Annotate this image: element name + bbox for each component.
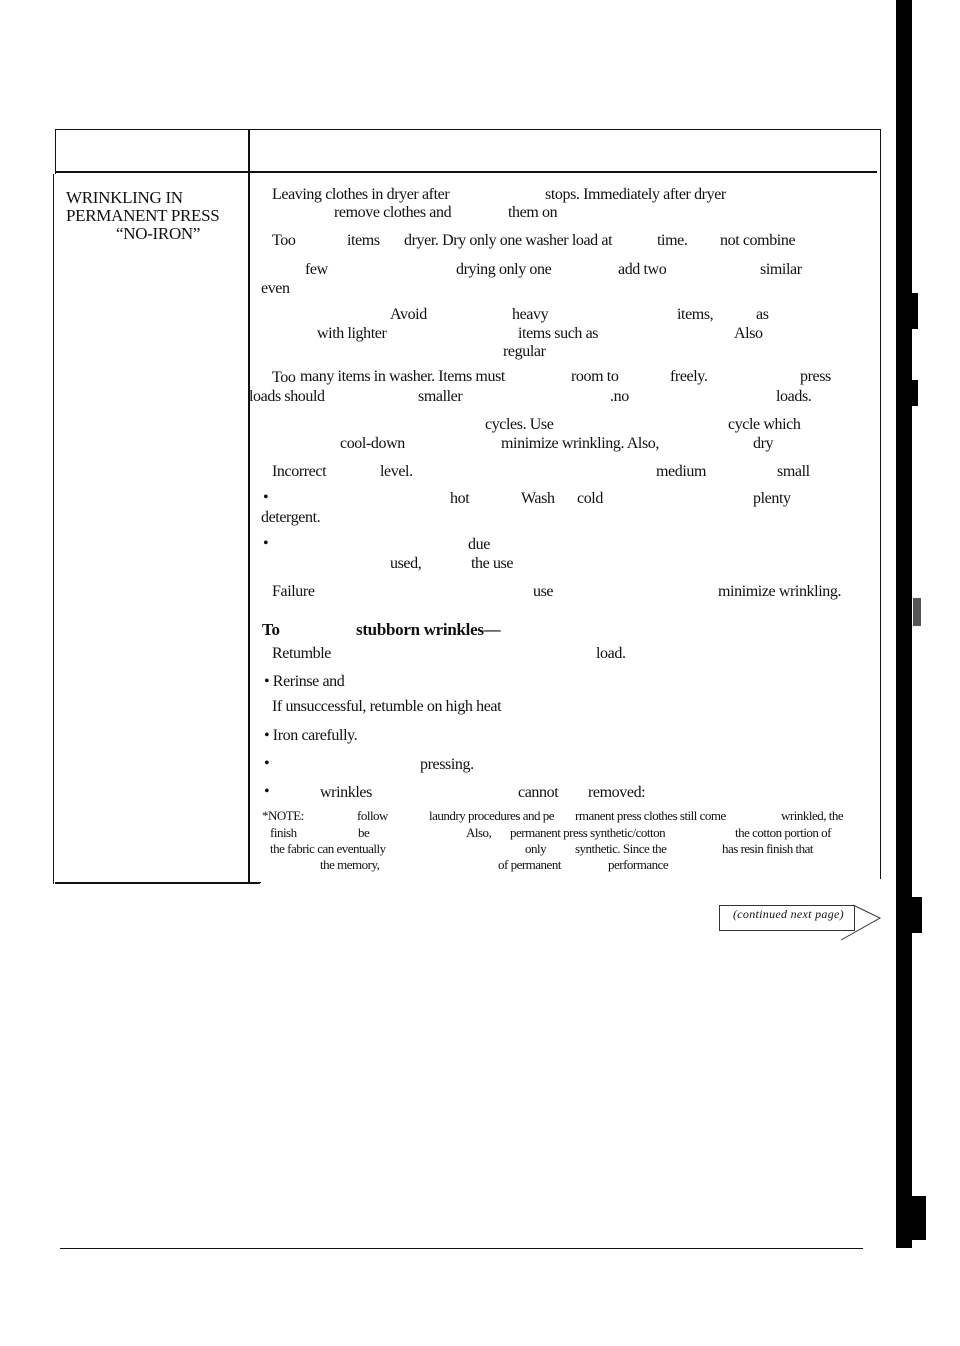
cause-text-fragment: the use: [471, 555, 514, 572]
edge-bar: [912, 897, 922, 933]
edge-mark: [913, 598, 921, 626]
cause-text-fragment: small: [777, 463, 810, 480]
cause-text-fragment: Wash: [521, 490, 555, 507]
cause-text-fragment: dry: [753, 435, 774, 452]
cause-text-fragment: smaller: [418, 388, 463, 405]
cause-text-fragment: cycle which: [728, 416, 801, 433]
note-text-fragment: only: [525, 841, 547, 856]
cause-text-fragment: hot: [450, 490, 470, 507]
note-text-fragment: permanent press synthetic/cotton: [510, 825, 666, 840]
cause-text-fragment: due: [468, 536, 490, 553]
cause-text-fragment: loads.: [776, 388, 812, 405]
note-text-fragment: wrinkled, the: [781, 808, 844, 823]
cause-text-fragment: stops. Immediately after dryer: [545, 186, 726, 203]
cause-text-fragment: heavy: [512, 306, 549, 323]
cause-text-fragment: minimize wrinkling.: [718, 583, 842, 600]
cause-text-fragment: few: [305, 261, 328, 278]
cause-text-fragment: Too: [272, 232, 296, 249]
footer-rule: [60, 1248, 863, 1249]
cause-text-fragment: wrinkles: [320, 784, 372, 801]
cause-text-fragment: freely.: [670, 368, 708, 385]
cause-text-fragment: Leaving clothes in dryer after: [272, 186, 450, 203]
note-text-fragment: the memory,: [320, 857, 380, 872]
cause-text-fragment: items: [347, 232, 380, 249]
note-text-fragment: be: [358, 825, 370, 840]
note-text-fragment: laundry procedures and pe: [429, 808, 555, 823]
cause-text-fragment: •: [264, 755, 270, 772]
cause-text-fragment: not combine: [720, 232, 796, 249]
cause-text-fragment: remove clothes and: [334, 204, 452, 221]
cause-text-fragment: •: [263, 489, 269, 506]
cause-text-fragment: similar: [760, 261, 802, 278]
cause-text-fragment: .no: [610, 388, 629, 405]
note-text-fragment: performance: [608, 857, 669, 872]
cause-text-fragment: drying only one: [456, 261, 552, 278]
problem-label-line: PERMANENT PRESS: [66, 206, 220, 225]
section-heading-fragment: stubborn wrinkles—: [356, 620, 501, 639]
cause-text-fragment: with lighter: [317, 325, 387, 342]
cause-text-fragment: many items in washer. Items must: [300, 368, 505, 385]
continued-arrow-icon: [835, 900, 885, 950]
table-header-divider: [55, 171, 877, 173]
cause-text-fragment: pressing.: [420, 756, 474, 773]
cause-text-fragment: Avoid: [390, 306, 427, 323]
cause-text-fragment: • Rerinse and: [264, 673, 345, 690]
cause-text-fragment: items,: [677, 306, 714, 323]
cause-text-fragment: • Iron carefully.: [264, 727, 358, 744]
cause-text-fragment: dryer. Dry only one washer load at: [404, 232, 613, 249]
cause-text-fragment: Also: [734, 325, 763, 342]
note-text-fragment: synthetic. Since the: [575, 841, 667, 856]
cause-text-fragment: Incorrect: [272, 463, 327, 480]
edge-bar: [907, 0, 911, 25]
cause-text-fragment: room to: [571, 368, 619, 385]
cause-text-fragment: cannot: [518, 784, 559, 801]
cause-text-fragment: removed:: [588, 784, 646, 801]
cause-text-fragment: medium: [656, 463, 707, 480]
edge-bar: [912, 380, 918, 406]
table-top-border: [55, 129, 881, 130]
cause-text-fragment: load.: [596, 645, 626, 662]
section-heading-fragment: To: [262, 620, 280, 639]
edge-bar: [896, 0, 912, 1248]
cause-text-fragment: loads should: [249, 388, 325, 405]
problem-label-line: “NO-IRON”: [116, 224, 201, 243]
note-text-fragment: the fabric can eventually: [270, 841, 386, 856]
cause-text-fragment: cool-down: [340, 435, 405, 452]
cause-text-fragment: add two: [618, 261, 667, 278]
cause-text-fragment: If unsuccessful, retumble on high heat: [272, 698, 502, 715]
cause-text-fragment: press: [800, 368, 831, 385]
cause-text-fragment: even: [261, 280, 290, 297]
table-column-divider: [248, 129, 250, 883]
table-bottom-border-short: [247, 882, 261, 883]
table-right-border: [880, 129, 881, 879]
note-text-fragment: has resin finish that: [722, 841, 813, 856]
cause-text-fragment: Too: [272, 369, 296, 386]
cause-text-fragment: level.: [380, 463, 413, 480]
table-bottom-border: [55, 882, 260, 884]
continued-next-page-label: (continued next page): [733, 907, 844, 921]
cause-text-fragment: time.: [657, 232, 688, 249]
cause-text-fragment: cycles. Use: [485, 416, 554, 433]
note-text-fragment: *NOTE:: [262, 808, 304, 823]
cause-text-fragment: plenty: [753, 490, 791, 507]
cause-text-fragment: cold: [577, 490, 603, 507]
cause-text-fragment: Retumble: [272, 645, 332, 662]
cause-text-fragment: Failure: [272, 583, 315, 600]
note-text-fragment: follow: [357, 808, 388, 823]
note-text-fragment: finish: [270, 825, 297, 840]
cause-text-fragment: them on: [508, 204, 558, 221]
edge-bar: [912, 1196, 926, 1240]
cause-text-fragment: •: [263, 535, 269, 552]
cause-text-fragment: detergent.: [261, 509, 321, 526]
cause-text-fragment: as: [756, 306, 769, 323]
cause-text-fragment: minimize wrinkling. Also,: [501, 435, 659, 452]
note-text-fragment: of permanent: [498, 857, 561, 872]
cause-text-fragment: items such as: [518, 325, 599, 342]
cause-text-fragment: used,: [390, 555, 422, 572]
note-text-fragment: Also,: [466, 825, 492, 840]
cause-text-fragment: use: [533, 583, 554, 600]
note-text-fragment: rmanent press clothes still come: [575, 808, 726, 823]
edge-bar: [912, 293, 918, 329]
cause-text-fragment: regular: [503, 343, 546, 360]
problem-label-line: WRINKLING IN: [66, 188, 183, 207]
cause-text-fragment: •: [264, 783, 270, 800]
note-text-fragment: the cotton portion of: [735, 825, 832, 840]
problem-label: [66, 189, 219, 243]
table-left-border: [55, 129, 56, 174]
table-left-border-lower: [53, 174, 54, 884]
